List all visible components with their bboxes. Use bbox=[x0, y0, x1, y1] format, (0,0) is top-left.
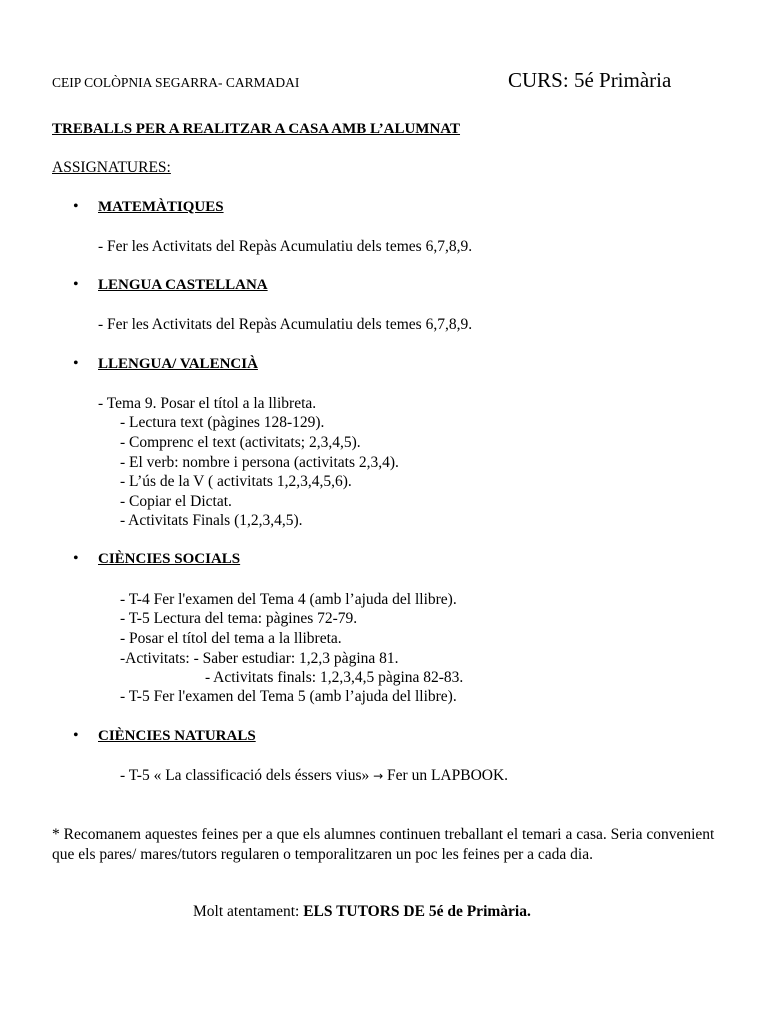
subject-heading-castellana: LENGUA CASTELLANA bbox=[98, 277, 268, 293]
naturals-task-text: - T-5 « La classificació dels éssers vius» bbox=[120, 767, 370, 784]
task-line: - T-5 Lectura del tema: pàgines 72-79. bbox=[120, 610, 358, 627]
bullet-icon: • bbox=[73, 727, 79, 744]
task-line: - Tema 9. Posar el títol a la llibreta. bbox=[98, 395, 317, 412]
document-title: TREBALLS PER A REALITZAR A CASA AMB L’ALUMNAT bbox=[52, 121, 461, 137]
course-label: CURS: 5é Primària bbox=[508, 68, 672, 92]
subject-heading-naturals: CIÈNCIES NATURALS bbox=[98, 728, 256, 744]
bullet-icon: • bbox=[73, 198, 79, 215]
recommendation-note: * Recomanem aquestes feines per a que els alumnes continuen treballant el temari a casa. Seria convenient que els pares/ mares/tutors regularen o temporalitzaren un poc les feines per a cada dia. bbox=[52, 826, 715, 863]
task-line: - Posar el títol del tema a la llibreta. bbox=[120, 630, 342, 647]
task-line: - T-4 Fer l'examen del Tema 4 (amb l’ajuda del llibre). bbox=[120, 591, 457, 608]
task-line: - Fer les Activitats del Repàs Acumulatiu dels temes 6,7,8,9. bbox=[98, 316, 473, 333]
arrow-right-icon: → bbox=[373, 769, 384, 783]
signoff bbox=[193, 903, 531, 921]
subject-heading-matematiques: MATEMÀTIQUES bbox=[98, 199, 224, 215]
task-line: - Lectura text (pàgines 128-129). bbox=[120, 414, 325, 431]
signoff-prefix: Molt atentament: bbox=[193, 903, 300, 920]
task-line: - Fer les Activitats del Repàs Acumulatiu dels temes 6,7,8,9. bbox=[98, 238, 473, 255]
subject-heading-valencia: LLENGUA/ VALENCIÀ bbox=[98, 356, 258, 372]
task-line: - Comprenc el text (activitats; 2,3,4,5). bbox=[120, 434, 361, 451]
school-name: CEIP COLÒPNIA SEGARRA- CARMADAI bbox=[52, 75, 300, 90]
task-line: - T-5 Fer l'examen del Tema 5 (amb l’ajuda del llibre). bbox=[120, 688, 457, 705]
task-line: - Activitats finals: 1,2,3,4,5 pàgina 82-83. bbox=[205, 669, 464, 686]
task-line: - Activitats Finals (1,2,3,4,5). bbox=[120, 512, 303, 529]
naturals-task-result: Fer un LAPBOOK. bbox=[387, 767, 509, 784]
task-line: - Copiar el Dictat. bbox=[120, 493, 232, 510]
subjects-label: ASSIGNATURES: bbox=[52, 159, 171, 176]
bullet-icon: • bbox=[73, 276, 79, 293]
task-line: - El verb: nombre i persona (activitats 2,3,4). bbox=[120, 454, 399, 471]
task-line: - L’ús de la V ( activitats 1,2,3,4,5,6). bbox=[120, 473, 352, 490]
subject-heading-socials: CIÈNCIES SOCIALS bbox=[98, 551, 241, 567]
bullet-icon: • bbox=[73, 355, 79, 372]
task-line-naturals bbox=[120, 767, 508, 785]
signoff-signature: ELS TUTORS DE 5é de Primària. bbox=[303, 903, 531, 920]
task-line: -Activitats: - Saber estudiar: 1,2,3 pàgina 81. bbox=[120, 650, 399, 667]
bullet-icon: • bbox=[73, 550, 79, 567]
